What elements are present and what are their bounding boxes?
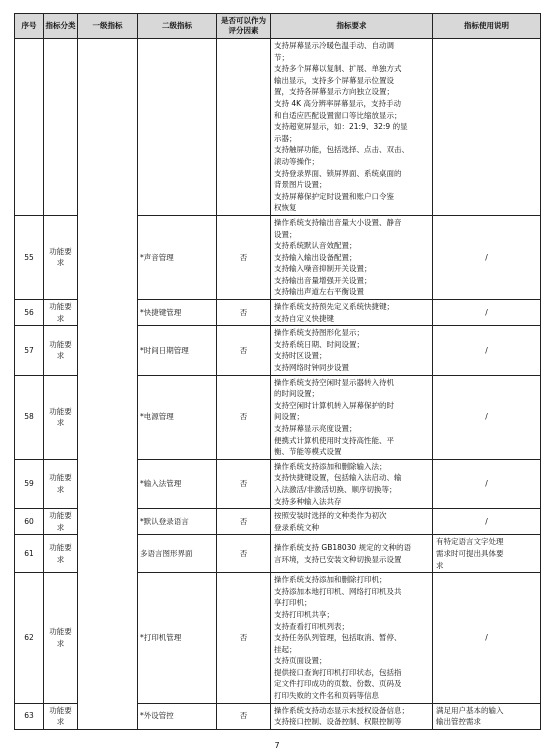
text-line: 置，支持各屏幕显示方向独立设置；	[274, 87, 394, 97]
text-line: 言环境，支持已安装文种切换显示设置	[274, 554, 402, 564]
text-line: 操作系统支持 GB18030 规定的文种的语	[274, 543, 412, 553]
text-line: 打印失败的文件名和页码等信息	[274, 691, 379, 701]
cell-scoring: 否	[217, 375, 271, 459]
text-line: 满足用户基本的输入	[436, 705, 504, 715]
text-line: /	[485, 345, 488, 355]
text-line: 支持屏幕显示亮度设置；	[274, 424, 357, 433]
cell-category: 功能要求	[44, 375, 78, 459]
text-line: 登录系统文种	[274, 522, 319, 532]
cell-note	[433, 215, 541, 299]
text-line: 支持查看打印机列表；	[274, 621, 349, 631]
text-line: 支持时区设置；	[274, 351, 327, 361]
cell-level2: *输入法管理	[138, 459, 217, 508]
cell-note	[433, 39, 541, 216]
cell-level2: *默认登录语言	[138, 509, 217, 535]
text-line: 支持输入输出设备配置；	[274, 252, 357, 262]
cell-level2: *时间日期管理	[138, 326, 217, 375]
cell-category	[44, 39, 78, 216]
text-line: 支持超宽屏显示，如：21:9、32:9 的显	[274, 122, 408, 132]
text-line: 提供接口查询打印机打印状态，包括指	[274, 667, 402, 677]
cell-no: 57	[15, 326, 44, 375]
text-line: 示器；	[274, 133, 297, 143]
table-row-continuation	[15, 39, 541, 216]
text-line: 支持页面设置；	[274, 656, 327, 666]
cell-requirement	[271, 215, 433, 299]
cell-no: 58	[15, 375, 44, 459]
cell-note	[433, 703, 541, 729]
text-line: 支持输出声道左右平衡设置	[274, 287, 364, 297]
text-line: 按照安装时选择的文种类作为初次	[274, 511, 387, 521]
cell-note	[433, 375, 541, 459]
text-line: /	[485, 412, 488, 422]
text-line: 入法激活/非激活切换、顺序切换等；	[274, 484, 397, 494]
header-no: 序号	[15, 14, 44, 39]
cell-category: 功能要求	[44, 573, 78, 704]
text-line: 支持输入噪音抑制开关设置；	[274, 264, 372, 274]
header-scoring: 是否可以作为评分因素	[217, 14, 271, 39]
cell-no	[15, 39, 44, 216]
text-line: 定文件打印成功的页数、份数、页码及	[274, 679, 402, 689]
text-line: 支持触屏功能，包括选择、点击、双击、	[274, 145, 409, 155]
cell-scoring: 否	[217, 509, 271, 535]
text-line: 节；	[274, 52, 289, 62]
cell-category: 功能要求	[44, 509, 78, 535]
text-line: 求	[436, 560, 444, 570]
text-line: 便携式计算机使用时支持高性能、平	[274, 435, 394, 445]
cell-requirement	[271, 509, 433, 535]
cell-scoring: 否	[217, 326, 271, 375]
text-line: 支持系统日期、时间设置；	[274, 339, 364, 349]
text-line: 支持空闲时计算机转入屏幕保护的时	[274, 400, 394, 410]
cell-scoring: 否	[217, 215, 271, 299]
header-level2: 二级指标	[138, 14, 217, 39]
cell-requirement	[271, 535, 433, 573]
cell-no: 60	[15, 509, 44, 535]
cell-note	[433, 573, 541, 704]
text-line: 操作系统支持动态显示未授权设备信息；	[274, 705, 409, 715]
cell-scoring: 否	[217, 703, 271, 729]
text-line: /	[485, 479, 488, 489]
text-line: 支持自定义快捷键	[274, 313, 334, 323]
text-line: 支持登录界面、锁屏界面、系统桌面的	[274, 168, 402, 178]
cell-level1-merged	[78, 39, 138, 730]
text-line: 间设置；	[274, 412, 304, 422]
cell-level2: *外设管控	[138, 703, 217, 729]
text-line: /	[485, 516, 488, 526]
text-line: 操作系统支持空闲时显示器转入待机	[274, 377, 394, 387]
text-line: 衡、节能等模式设置	[274, 447, 342, 457]
text-line: 的时间设置；	[274, 389, 319, 399]
cell-level2	[138, 39, 217, 216]
text-line: 需求时可提出具体要	[436, 548, 504, 558]
cell-scoring: 否	[217, 300, 271, 326]
text-line: 支持快捷键设置，包括输入法启动、输	[274, 473, 402, 483]
cell-level2: *声音管理	[138, 215, 217, 299]
text-line: 权恢复	[274, 203, 297, 213]
cell-note	[433, 459, 541, 508]
text-line: 滚动等操作；	[274, 156, 319, 166]
cell-no: 61	[15, 535, 44, 573]
text-line: 支持屏幕显示冷暖色温手动、自动调	[274, 41, 394, 50]
cell-no: 59	[15, 459, 44, 508]
cell-requirement	[271, 39, 433, 216]
cell-level2: *快捷键管理	[138, 300, 217, 326]
cell-requirement	[271, 375, 433, 459]
cell-category: 功能要求	[44, 459, 78, 508]
cell-scoring	[217, 39, 271, 216]
cell-scoring: 否	[217, 459, 271, 508]
cell-category: 功能要求	[44, 300, 78, 326]
cell-level2: *打印机管理	[138, 573, 217, 704]
indicator-table	[14, 13, 541, 730]
cell-no: 63	[15, 703, 44, 729]
text-line: 操作系统支持添加和删除输入法；	[274, 461, 387, 471]
cell-level2: *电源管理	[138, 375, 217, 459]
text-line: 支持系统默认音效配置；	[274, 241, 357, 251]
cell-requirement	[271, 573, 433, 704]
header-category: 指标分类	[44, 14, 78, 39]
text-line: 支持网络时钟同步设置	[274, 363, 349, 373]
cell-scoring: 否	[217, 535, 271, 573]
text-line: 支持屏幕保护定时设置和账户口令鉴	[274, 191, 394, 201]
text-line: 支持 4K 高分辨率屏幕显示，支持手动	[274, 98, 401, 108]
text-line: 支持任务队列管理，包括取消、暂停、	[274, 633, 402, 643]
header-note: 指标使用说明	[433, 14, 541, 39]
cell-no: 56	[15, 300, 44, 326]
text-line: 输出管控需求	[436, 717, 481, 727]
text-line: 和自适应匹配设置窗口等比缩放显示；	[274, 110, 402, 120]
cell-category: 功能要求	[44, 703, 78, 729]
text-line: 操作系统支持添加和删除打印机；	[274, 575, 387, 585]
cell-no: 55	[15, 215, 44, 299]
text-line: 有特定语言文字处理	[436, 537, 504, 547]
text-line: /	[485, 307, 488, 317]
cell-note	[433, 300, 541, 326]
table-header-row	[15, 14, 541, 39]
text-line: /	[485, 252, 488, 262]
cell-scoring: 否	[217, 573, 271, 704]
cell-level2: 多语言图形界面	[138, 535, 217, 573]
text-line: 支持多种输入法共存	[274, 496, 342, 506]
text-line: 设置；	[274, 229, 297, 239]
cell-category: 功能要求	[44, 326, 78, 375]
text-line: 操作系统支持输出音量大小设置、静音	[274, 217, 402, 227]
cell-note	[433, 326, 541, 375]
text-line: 输出显示，支持多个屏幕显示位置设	[274, 75, 394, 85]
text-line: /	[485, 633, 488, 643]
cell-category: 功能要求	[44, 215, 78, 299]
cell-requirement	[271, 703, 433, 729]
header-level1: 一级指标	[78, 14, 138, 39]
cell-requirement	[271, 459, 433, 508]
text-line: 操作系统支持预先定义系统快捷键；	[274, 302, 394, 312]
text-line: 享打印机；	[274, 598, 312, 608]
cell-requirement	[271, 300, 433, 326]
text-line: 挂起；	[274, 644, 297, 654]
text-line: 支持多个屏幕以复制、扩展、单独方式	[274, 64, 402, 74]
cell-category: 功能要求	[44, 535, 78, 573]
text-line: 支持接口控制、设备控制、权限控制等	[274, 717, 402, 727]
text-line: 支持打印机共享；	[274, 609, 334, 619]
text-line: 支持添加本地打印机、网络打印机及共	[274, 586, 402, 596]
text-line: 支持输出音量增强开关设置；	[274, 275, 372, 285]
text-line: 背景图片设置；	[274, 180, 327, 190]
text-line: 操作系统支持图形化显示；	[274, 328, 364, 338]
cell-requirement	[271, 326, 433, 375]
cell-no: 62	[15, 573, 44, 704]
page-number: 7	[274, 741, 280, 750]
cell-note	[433, 535, 541, 573]
cell-note	[433, 509, 541, 535]
header-requirement: 指标要求	[271, 14, 433, 39]
